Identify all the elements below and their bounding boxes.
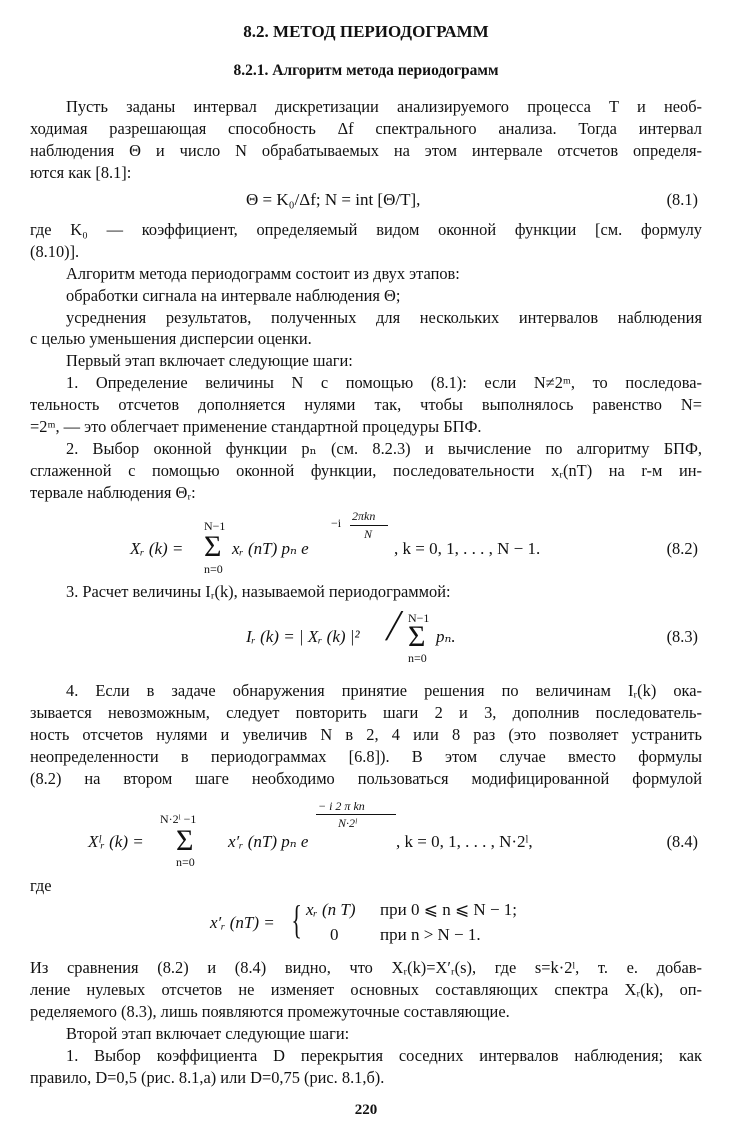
text-line: неопределенности в периодограммах [6.8]). В этом случае вместо формулы xyxy=(30,747,702,766)
text-line: =2ᵐ, — это облегчает применение стандартной процедуры БПФ. xyxy=(30,417,482,436)
eq5-case2-condition: при n > N − 1. xyxy=(380,925,481,944)
text-line: с целью уменьшения дисперсии оценки. xyxy=(30,329,312,348)
eq3-lhs: Iᵣ (k) = | Xᵣ (k) |² xyxy=(246,627,360,646)
eq5-lhs: x′ᵣ (nT) = xyxy=(210,913,275,932)
equation-number: (8.1) xyxy=(666,190,698,209)
eq4-sum-bottom: n=0 xyxy=(176,855,195,869)
text-line: где K₀ — коэффициент, определяемый видом оконной функции [см. формулу xyxy=(30,220,702,239)
text-line: наблюдения Θ и число N обрабатываемых на этом интервале отсчетов определя- xyxy=(30,141,702,160)
eq4-range: , k = 0, 1, . . . , N·2ˡ, xyxy=(396,832,533,851)
division-slash-icon: / xyxy=(382,601,406,650)
sum-symbol-icon: Σ xyxy=(176,824,194,857)
text-line: тервале наблюдения Θᵣ: xyxy=(30,483,196,502)
text-line: ление нулевых отсчетов не изменяет основных составляющих спектра Xᵣ(k), оп- xyxy=(30,980,702,999)
eq2-sum-top: N−1 xyxy=(204,519,226,533)
text-line: усреднения результатов, полученных для нескольких интервалов наблюдения xyxy=(66,308,702,327)
eq3-sum-top: N−1 xyxy=(408,611,430,625)
text-line: (8.10)]. xyxy=(30,242,80,261)
eq5-case1-condition: при 0 ⩽ n ⩽ N − 1; xyxy=(380,900,518,919)
text-line: Алгоритм метода периодограмм состоит из двух этапов: xyxy=(66,264,460,283)
section-title: 8.2. МЕТОД ПЕРИОДОГРАММ xyxy=(243,22,489,41)
text-line: 4. Если в задаче обнаружения принятие решения по величинам Iᵣ(k) ока- xyxy=(66,681,702,700)
text-line: (8.2) на втором шаге необходимо пользоваться модифицированной формулой xyxy=(30,769,702,788)
eq4-exp-num: − i 2 π kn xyxy=(318,799,365,813)
equation-number: (8.4) xyxy=(666,832,698,851)
text-line: сглаженной с помощью оконной функции, последовательности xᵣ(nT) на r-м ин- xyxy=(30,461,702,480)
eq4-sum-top: N·2ˡ −1 xyxy=(160,812,197,826)
eq2-exp-num: 2πkn xyxy=(352,509,376,523)
text-line: обработки сигнала на интервале наблюдения Θ; xyxy=(66,286,401,305)
text-line: правило, D=0,5 (рис. 8.1,а) или D=0,75 (рис. 8.1,б). xyxy=(30,1068,385,1087)
text-line: ность отсчетов нулями и увеличив N в 2, 4 или 8 раз (это позволяет устранить xyxy=(30,725,702,744)
eq2-lhs: Xᵣ (k) = xyxy=(130,539,184,558)
text-line: тельность отсчетов дополняется нулями так, чтобы выполнялось равенство N= xyxy=(30,395,702,414)
eq2-term: xᵣ (nT) pₙ e xyxy=(232,539,309,558)
text-line: 1. Определение величины N с помощью (8.1): если N≠2ᵐ, то последова- xyxy=(66,373,702,392)
equation-8-1: Θ = K₀/Δf; N = int [Θ/T], xyxy=(246,190,421,209)
text-line: ходимая разрешающая способность Δf спектрального анализа. Тогда интервал xyxy=(30,119,702,138)
page-number: 220 xyxy=(354,1102,378,1118)
eq5-case2-value: 0 xyxy=(330,925,339,944)
text-line: 2. Выбор оконной функции pₙ (см. 8.2.3) и вычисление по алгоритму БПФ, xyxy=(66,439,702,458)
eq3-term: pₙ. xyxy=(436,627,456,646)
eq2-exp-den: N xyxy=(364,527,373,541)
sum-symbol-icon: Σ xyxy=(408,620,426,653)
eq4-term: x′ᵣ (nT) pₙ e xyxy=(228,832,309,851)
eq2-exp-minus: −i xyxy=(331,516,342,530)
fraction-bar xyxy=(316,814,396,815)
eq5-case1-value: xᵣ (n T) xyxy=(306,900,356,919)
eq2-range: , k = 0, 1, . . . , N − 1. xyxy=(394,539,541,558)
eq3-sum-bottom: n=0 xyxy=(408,651,427,665)
equation-number: (8.2) xyxy=(666,539,698,558)
sum-symbol-icon: Σ xyxy=(204,530,222,563)
text-line: где xyxy=(30,876,52,895)
text-line: 1. Выбор коэффициента D перекрытия соседних интервалов наблюдения; как xyxy=(66,1046,702,1065)
equation-number: (8.3) xyxy=(666,627,698,646)
text-line: Пусть заданы интервал дискретизации анализируемого процесса T и необ- xyxy=(66,97,702,116)
fraction-bar xyxy=(350,525,388,526)
text-line: Первый этап включает следующие шаги: xyxy=(66,351,353,370)
eq4-lhs: Xˡᵣ (k) = xyxy=(88,832,144,851)
text-line: зывается невозможным, следует повторить шаги 2 и 3, дополнив последователь- xyxy=(30,703,702,722)
eq4-exp-den: N·2ˡ xyxy=(338,816,357,830)
text-line: 3. Расчет величины Iᵣ(k), называемой периодограммой: xyxy=(66,582,451,601)
eq2-sum-bottom: n=0 xyxy=(204,562,223,576)
left-brace-icon: { xyxy=(291,897,302,942)
text-line: ределяемого (8.3), лишь появляются промежуточные составляющие. xyxy=(30,1002,510,1021)
text-line: Из сравнения (8.2) и (8.4) видно, что Xᵣ(k)=X′ᵣ(s), где s=k·2ˡ, т. е. добав- xyxy=(30,958,702,977)
text-line: ются как [8.1]: xyxy=(30,163,132,182)
subsection-title: 8.2.1. Алгоритм метода периодограмм xyxy=(233,62,499,79)
text-line: Второй этап включает следующие шаги: xyxy=(66,1024,350,1043)
